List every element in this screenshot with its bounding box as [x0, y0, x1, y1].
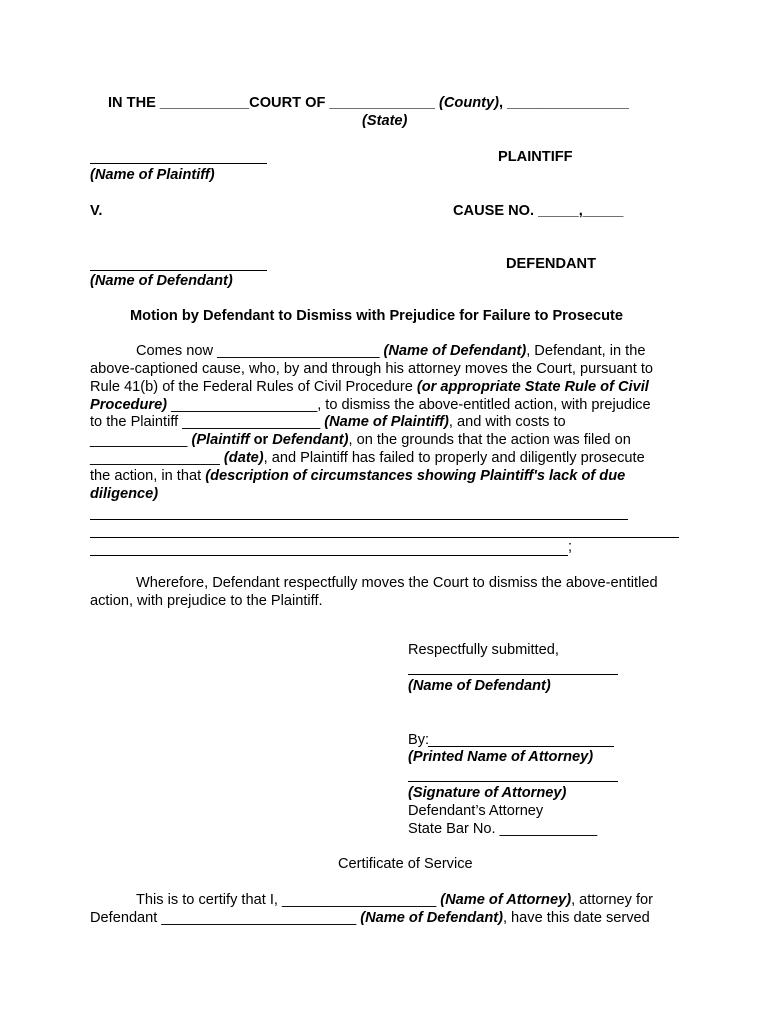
cause-number: CAUSE NO. _____,_____: [453, 203, 624, 219]
by-line: [428, 746, 614, 747]
defendants-attorney: Defendant’s Attorney: [408, 803, 544, 819]
respectfully-submitted: Respectfully submitted,: [408, 642, 559, 658]
state-label: (State): [362, 113, 408, 129]
wherefore-line-2: action, with prejudice to the Plaintiff.: [90, 593, 323, 609]
defendant-name-line: [90, 270, 267, 271]
versus-label: V.: [90, 203, 103, 219]
motion-title: Motion by Defendant to Dismiss with Prejudice for Failure to Prosecute: [130, 308, 624, 324]
state-bar-number: State Bar No. ____________: [408, 821, 598, 837]
signature-attorney-label: (Signature of Attorney): [408, 785, 567, 801]
body-line-2: above-captioned cause, who, by and through his attorney moves the Court, pursuant to: [90, 361, 654, 377]
printed-name-label: (Printed Name of Attorney): [408, 749, 594, 765]
blank-line-2: [90, 537, 679, 538]
body-line-4: Procedure) __________________, to dismiss the above-entitled action, with prejudice: [90, 397, 651, 413]
plaintiff-name-line: [90, 163, 267, 164]
blank-line-1: [90, 519, 628, 520]
body-line-9: diligence): [90, 486, 159, 502]
wherefore-line-1: Wherefore, Defendant respectfully moves the Court to dismiss the above-entitled: [136, 575, 658, 591]
signature-defendant-label: (Name of Defendant): [408, 678, 551, 694]
blank-line-3: [90, 555, 568, 556]
body-line-1: Comes now ____________________ (Name of Defendant), Defendant, in the: [136, 343, 646, 359]
body-line-8: the action, in that (description of circumstances showing Plaintiff's lack of due: [90, 468, 626, 484]
semicolon: ;: [568, 539, 573, 555]
certificate-heading: Certificate of Service: [338, 856, 473, 872]
body-line-6: ____________ (Plaintiff or Defendant), on the grounds that the action was filed on: [90, 432, 631, 448]
by-label: By:: [408, 732, 430, 748]
body-line-7: ________________ (date), and Plaintiff has failed to properly and diligently prosecute: [90, 450, 645, 466]
plaintiff-name-label: (Name of Plaintiff): [90, 167, 215, 183]
attorney-signature-line: [408, 781, 618, 782]
body-line-5: to the Plaintiff _________________ (Name of Plaintiff), and with costs to: [90, 414, 566, 430]
defendant-name-label: (Name of Defendant): [90, 273, 233, 289]
certificate-line-1: This is to certify that I, ___________________ (Name of Attorney), attorney for: [136, 892, 653, 908]
defendant-signature-line: [408, 674, 618, 675]
defendant-role: DEFENDANT: [506, 256, 596, 272]
court-heading: IN THE ___________COURT OF _____________ (County), _______________: [108, 95, 629, 111]
certificate-line-2: Defendant ________________________ (Name of Defendant), have this date served: [90, 910, 650, 926]
body-line-3: Rule 41(b) of the Federal Rules of Civil Procedure (or appropriate State Rule of Civil: [90, 379, 649, 395]
plaintiff-role: PLAINTIFF: [498, 149, 573, 165]
